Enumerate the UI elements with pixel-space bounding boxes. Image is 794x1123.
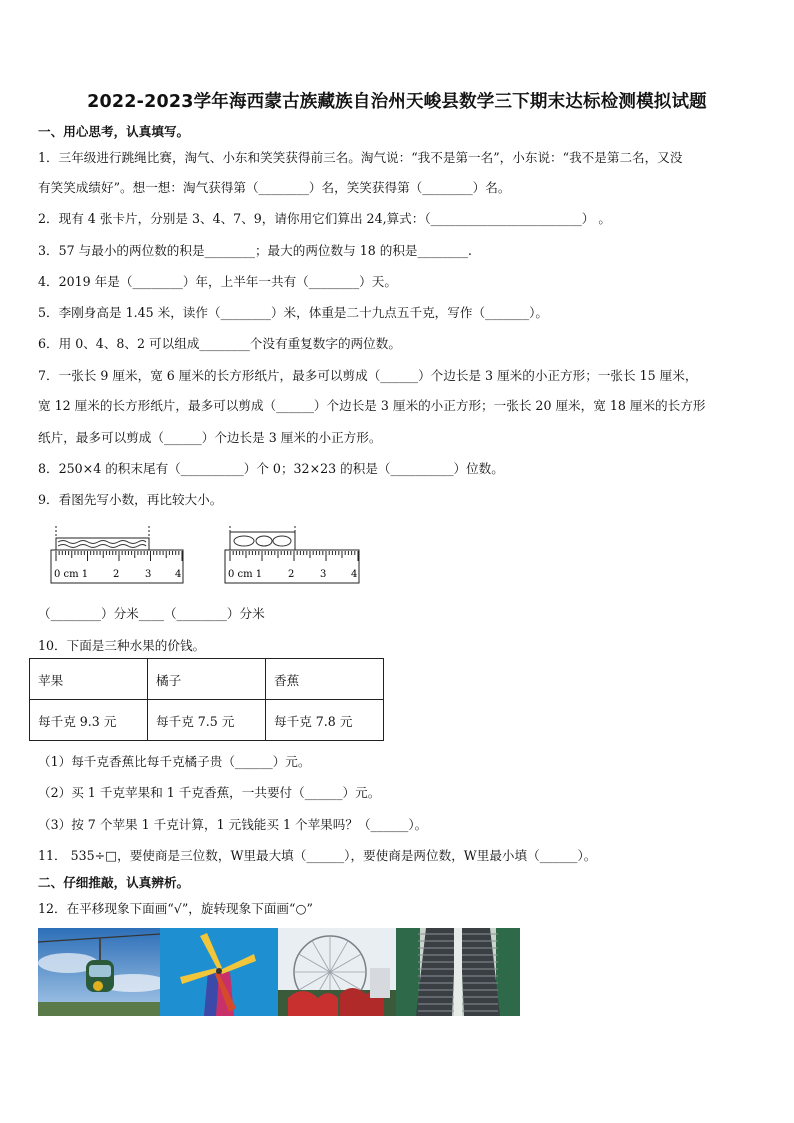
question-9: 9．看图先写小数，再比较大小。	[38, 492, 223, 507]
question-6: 6．用 0、4、8、2 可以组成________个没有重复数字的两位数。	[38, 336, 401, 351]
table-header-cell: 香蕉	[266, 659, 384, 700]
ruler-2-label-3: 3	[320, 569, 327, 580]
ruler-figure-1	[50, 526, 186, 586]
question-11: 11． 535÷□，要使商是三位数，W里最大填（______），要使商是两位数，W里最小填（______）。	[38, 848, 597, 863]
question-8: 8．250×4 的积末尾有（__________）个 0；32×23 的积是（__________）位数。	[38, 461, 504, 476]
question-10-part-1: （1）每千克香蕉比每千克橘子贵（______）元。	[38, 754, 311, 769]
question-1-line-1: 1．三年级进行跳绳比赛，淘气、小东和笑笑获得前三名。淘气说：“我不是第一名”，小东说：“我不是第二名，又没	[38, 150, 683, 165]
table-row	[30, 700, 384, 741]
ruler-1-label-4: 4	[175, 569, 182, 580]
ruler-2-label-0: 0 cm 1	[228, 569, 263, 580]
question-7-line-1: 7．一张长 9 厘米，宽 6 厘米的长方形纸片，最多可以剪成（______）个边长是 3 厘米的小正方形；一张长 15 厘米，	[38, 368, 698, 383]
ruler-1-label-0: 0 cm 1	[54, 569, 89, 580]
cable-car-photo	[38, 928, 160, 1016]
ruler-2-label-2: 2	[288, 569, 295, 580]
question-7-line-2: 宽 12 厘米的长方形纸片，最多可以剪成（______）个边长是 3 厘米的小正方形；一张长 20 厘米，宽 18 厘米的长方形	[38, 398, 706, 413]
table-cell: 每千克 7.5 元	[148, 700, 266, 741]
question-3: 3．57 与最小的两位数的积是________；最大的两位数与 18 的积是________.	[38, 243, 472, 258]
windmill-photo	[160, 928, 278, 1016]
fruit-price-table	[29, 658, 384, 741]
page-title: 2022-2023学年海西蒙古族藏族自治州天峻县数学三下期末达标检测模拟试题	[87, 92, 707, 112]
question-2: 2．现有 4 张卡片，分别是 3、4、7、9，请你用它们算出 24,算式：（________________________） 。	[38, 211, 611, 226]
ferris-wheel-photo	[278, 928, 396, 1016]
question-10-part-3: （3）按 7 个苹果 1 千克计算，1 元钱能买 1 个苹果吗？（______）。	[38, 817, 428, 832]
section-1-heading: 一、用心思考，认真填写。	[38, 124, 190, 139]
ruler-1-label-2: 2	[113, 569, 120, 580]
question-10: 10．下面是三种水果的价钱。	[38, 638, 206, 653]
photo-strip	[38, 928, 520, 1016]
ruler-figure-2	[224, 526, 362, 586]
question-9-answer: （________）分米____（________）分米	[38, 606, 265, 621]
table-cell: 每千克 9.3 元	[30, 700, 148, 741]
question-5: 5．李刚身高是 1.45 米，读作（________）米，体重是二十九点五千克，写作（_______）。	[38, 305, 549, 320]
question-12: 12．在平移现象下面画“√”，旋转现象下面画“○”	[38, 901, 313, 916]
question-4: 4．2019 年是（________）年，上半年一共有（________）天。	[38, 274, 397, 289]
table-header-cell: 橘子	[148, 659, 266, 700]
escalator-photo	[396, 928, 520, 1016]
table-cell: 每千克 7.8 元	[266, 700, 384, 741]
question-10-part-2: （2）买 1 千克苹果和 1 千克香蕉，一共要付（______）元。	[38, 785, 381, 800]
ruler-2-label-4: 4	[351, 569, 358, 580]
table-header-cell: 苹果	[30, 659, 148, 700]
ruler-1-label-3: 3	[145, 569, 152, 580]
question-7-line-3: 纸片，最多可以剪成（______）个边长是 3 厘米的小正方形。	[38, 430, 382, 445]
table-header-row	[30, 659, 384, 700]
question-1-line-2: 有笑笑成绩好”。想一想：淘气获得第（________）名，笑笑获得第（________）名。	[38, 180, 511, 195]
section-2-heading: 二、仔细推敲，认真辨析。	[38, 875, 190, 890]
